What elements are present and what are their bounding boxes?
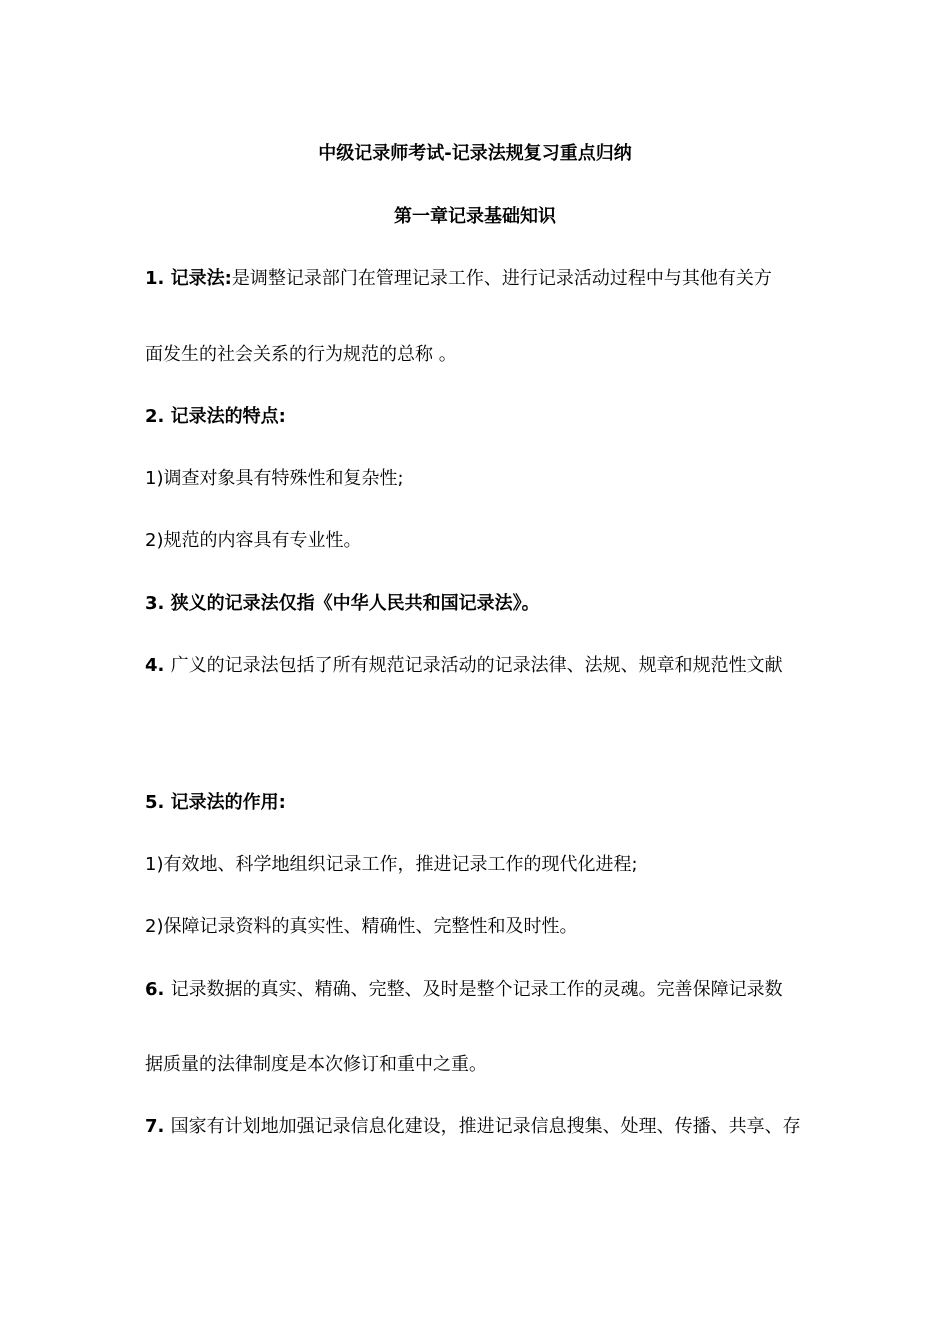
sub-item: 2)保障记录资料的真实性、精确性、完整性和及时性。 bbox=[145, 916, 578, 937]
document-title: 中级记录师考试-记录法规复习重点归纳 bbox=[318, 143, 632, 164]
item-heading: 狭义的记录法仅指《中华人民共和国记录法》。 bbox=[170, 593, 540, 614]
item-3 bbox=[145, 589, 810, 615]
item-heading: 记录法的作用: bbox=[170, 792, 286, 813]
sub-item: 1)有效地、科学地组织记录工作，推进记录工作的现代化进程; bbox=[145, 854, 638, 875]
item-number: 1. bbox=[145, 268, 171, 289]
item-number: 5. bbox=[145, 792, 171, 813]
item-heading: 记录法的特点: bbox=[170, 406, 286, 427]
item-2 bbox=[145, 402, 810, 428]
chapter-heading: 第一章记录基础知识 bbox=[394, 206, 556, 227]
item-text: 国家有计划地加强记录信息化建设，推进记录信息搜集、处理、传播、共享、存 bbox=[170, 1116, 801, 1137]
item-5 bbox=[145, 788, 810, 814]
item-6-continuation: 据质量的法律制度是本次修订和重中之重。 bbox=[145, 1054, 487, 1075]
item-6 bbox=[145, 975, 810, 1001]
item-text: 记录数据的真实、精确、完整、及时是整个记录工作的灵魂。完善保障记录数 bbox=[170, 979, 783, 1000]
sub-item: 1)调查对象具有特殊性和复杂性; bbox=[145, 468, 404, 489]
item-number: 7. bbox=[145, 1116, 171, 1137]
item-number: 2. bbox=[145, 406, 171, 427]
item-number: 3. bbox=[145, 593, 171, 614]
item-number: 6. bbox=[145, 979, 171, 1000]
item-4 bbox=[145, 651, 810, 677]
sub-item: 2)规范的内容具有专业性。 bbox=[145, 530, 362, 551]
item-7 bbox=[145, 1112, 810, 1138]
item-text: 广义的记录法包括了所有规范记录活动的记录法律、法规、规章和规范性文献 bbox=[170, 655, 783, 676]
item-1 bbox=[145, 264, 810, 290]
item-number: 4. bbox=[145, 655, 171, 676]
item-heading: 记录法: bbox=[170, 268, 232, 289]
item-1-continuation: 面发生的社会关系的行为规范的总称 。 bbox=[145, 344, 457, 365]
item-text: 是调整记录部门在管理记录工作、进行记录活动过程中与其他有关方 bbox=[231, 268, 772, 289]
